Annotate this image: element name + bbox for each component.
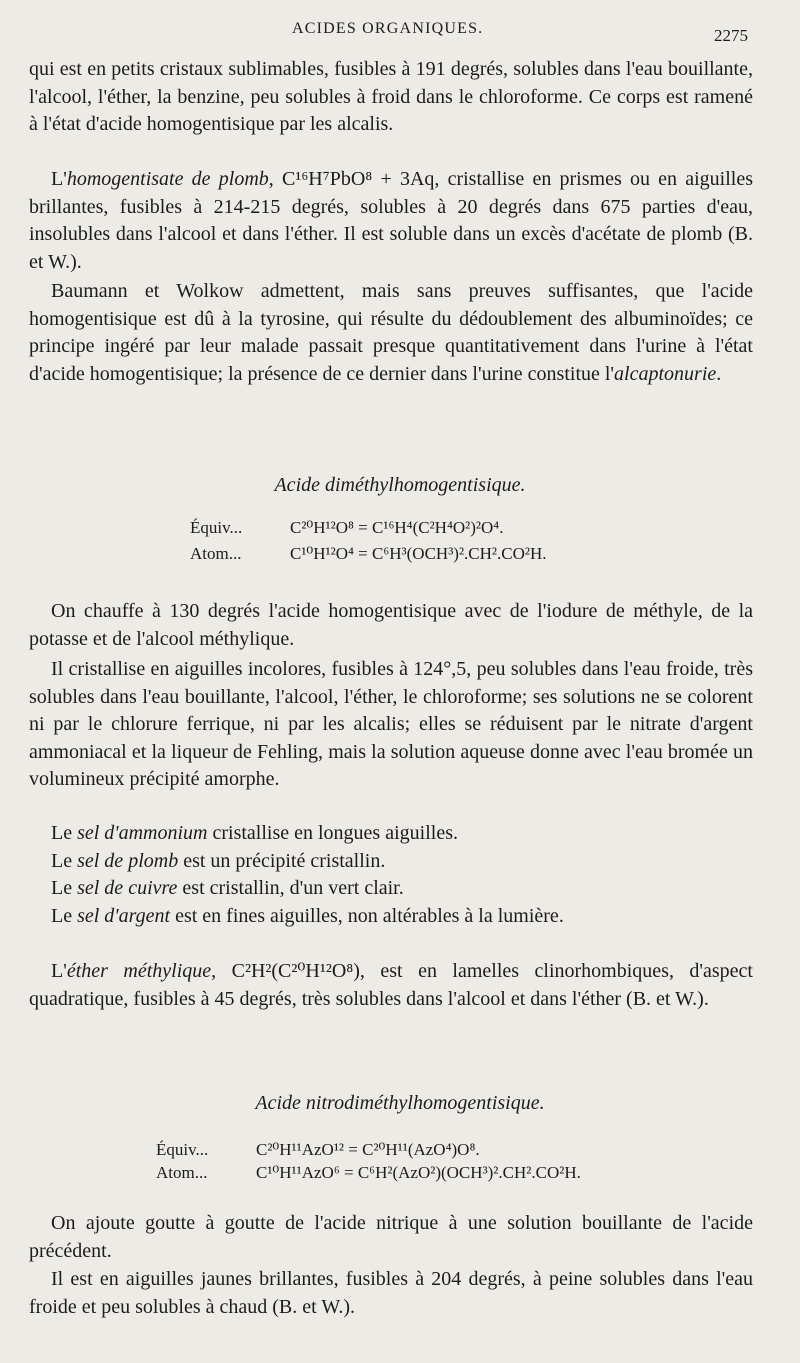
paragraph-lead-homogentisate bbox=[29, 166, 753, 276]
section-heading-dimethyl: Acide diméthylhomogentisique. bbox=[274, 474, 526, 496]
paragraph-text: qui est en petits cristaux sublimables, fusibles à 191 degrés, solubles dans l'eau bouillante, l'alcool, l'éther, la benzine, peu solubles à froid dans le chloroforme. Ce corps est ramené à l'état d'acide homogentisique par les alcalis. bbox=[29, 58, 753, 136]
formula-atom-dimethyl bbox=[190, 543, 547, 565]
formula-equiv-dimethyl bbox=[190, 517, 503, 539]
page-number: 2275 bbox=[714, 26, 748, 45]
formula-atom-nitro bbox=[156, 1162, 581, 1184]
paragraph-ether-methylique: L'éther méthylique, C²H²(C²⁰H¹²O⁸), est en lamelles clinorhombiques, d'aspect quadratique, fusibles à 45 degrés, très solubles dans l'alcool et dans l'éther (B. et W.). bbox=[29, 960, 753, 1010]
formula-text: C¹⁰H¹¹AzO⁶ = C⁶H²(AzO²)(OCH³)².CH².CO²H. bbox=[256, 1163, 581, 1182]
formula-label: Équiv... bbox=[156, 1140, 209, 1159]
formula-label: Atom... bbox=[156, 1163, 208, 1182]
formula-label: Atom... bbox=[190, 544, 242, 563]
term-lead-homogentisate: homogentisate de plomb bbox=[66, 168, 269, 190]
salts-list bbox=[29, 820, 753, 930]
paragraph-text: Il est en aiguilles jaunes brillantes, fusibles à 204 degrés, à peine solubles dans l'eau froide et peu solubles à chaud (B. et W.). bbox=[29, 1268, 753, 1318]
term-alcaptonurie: alcaptonurie bbox=[614, 362, 717, 385]
running-head bbox=[0, 20, 800, 46]
salt-plomb: Le sel de plomb est un précipité cristallin. bbox=[51, 849, 386, 872]
salt-argent: Le sel d'argent est en fines aiguilles, non altérables à la lumière. bbox=[51, 904, 564, 927]
paragraph-preparation-nitro bbox=[29, 1210, 753, 1265]
paragraph-text: On ajoute goutte à goutte de l'acide nitrique à une solution bouillante de l'acide précédent. bbox=[29, 1212, 753, 1262]
paragraph-text: , C²H²(C²⁰H¹²O⁸), est en lamelles clinorhombiques, d'aspect quadratique, fusibles à 45 degrés, très solubles dans l'alcool et dans l'éther (B. et W.). bbox=[29, 960, 753, 1010]
lead-article: L' bbox=[51, 168, 67, 190]
paragraph-text: Baumann et Wolkow admettent, mais sans preuves suffisantes, que l'acide homogentisique est dû à la tyrosine, qui résulte du dédoublement des albuminoïdes; ce principe ingéré par leur malade passait presque quantitativement dans l'urine à l'état d'acide homogentisique; la présence de ce dernier dans l'urine constitue l' bbox=[29, 280, 753, 385]
paragraph-text: Il cristallise en aiguilles incolores, fusibles à 124°,5, peu solubles dans l'eau froide, très solubles dans l'eau bouillante, l'alcool, l'éther, le chloroforme; ses solutions ne se colorent ni par le chlorure ferrique, ni par les alcalis; elles se réduisent par le nitrate d'argent ammoniacal et la liqueur de Fehling, mais la solution aqueuse donne avec l'eau bromée un volumineux précipité amorphe. bbox=[29, 658, 753, 791]
running-title: ACIDES ORGANIQUES. bbox=[292, 20, 484, 37]
paragraph-baumann-wolkow: Baumann et Wolkow admettent, mais sans preuves suffisantes, que l'acide homogentisique est dû à la tyrosine, qui résulte du dédoublement des albuminoïdes; ce principe ingéré par leur malade passait presque quantitativement dans l'urine à l'état d'acide homogentisique; la présence de ce dernier dans l'urine constitue l'alcaptonurie. bbox=[29, 280, 753, 385]
salt-ammonium: Le sel d'ammonium cristallise en longues aiguilles. bbox=[51, 822, 458, 844]
formula-label: Équiv... bbox=[190, 518, 243, 537]
salt-cuivre: Le sel de cuivre est cristallin, d'un vert clair. bbox=[51, 877, 404, 900]
paragraph-properties-dimethyl bbox=[29, 656, 753, 794]
paragraph-properties-nitro bbox=[29, 1266, 753, 1321]
section-heading-nitrodimethyl: Acide nitrodiméthylhomogentisique. bbox=[255, 1092, 545, 1114]
term-ether-methylique: éther méthylique bbox=[66, 960, 212, 982]
paragraph-text: , C¹⁶H⁷PbO⁸ + 3Aq, cristallise en prismes ou en aiguilles brillantes, fusibles à 214-215 degrés, solubles à 20 degrés dans 675 parties d'eau, insolubles dans l'alcool et dans l'éther. Il est soluble dans un excès d'acétate de plomb (B. et W.). bbox=[29, 168, 753, 273]
formula-text: C²⁰H¹¹AzO¹² = C²⁰H¹¹(AzO⁴)O⁸. bbox=[256, 1140, 480, 1159]
formula-text: C²⁰H¹²O⁸ = C¹⁶H⁴(C²H⁴O²)²O⁴. bbox=[290, 518, 504, 537]
paragraph-text: On chauffe à 130 degrés l'acide homogentisique avec de l'iodure de méthyle, de la potasse et de l'alcool méthylique. bbox=[29, 600, 753, 650]
formula-equiv-nitro bbox=[156, 1139, 480, 1161]
paragraph-preparation-dimethyl bbox=[29, 598, 753, 653]
paragraph-sublimable-crystals bbox=[29, 56, 753, 139]
formula-text: C¹⁰H¹²O⁴ = C⁶H³(OCH³)².CH².CO²H. bbox=[290, 544, 547, 563]
